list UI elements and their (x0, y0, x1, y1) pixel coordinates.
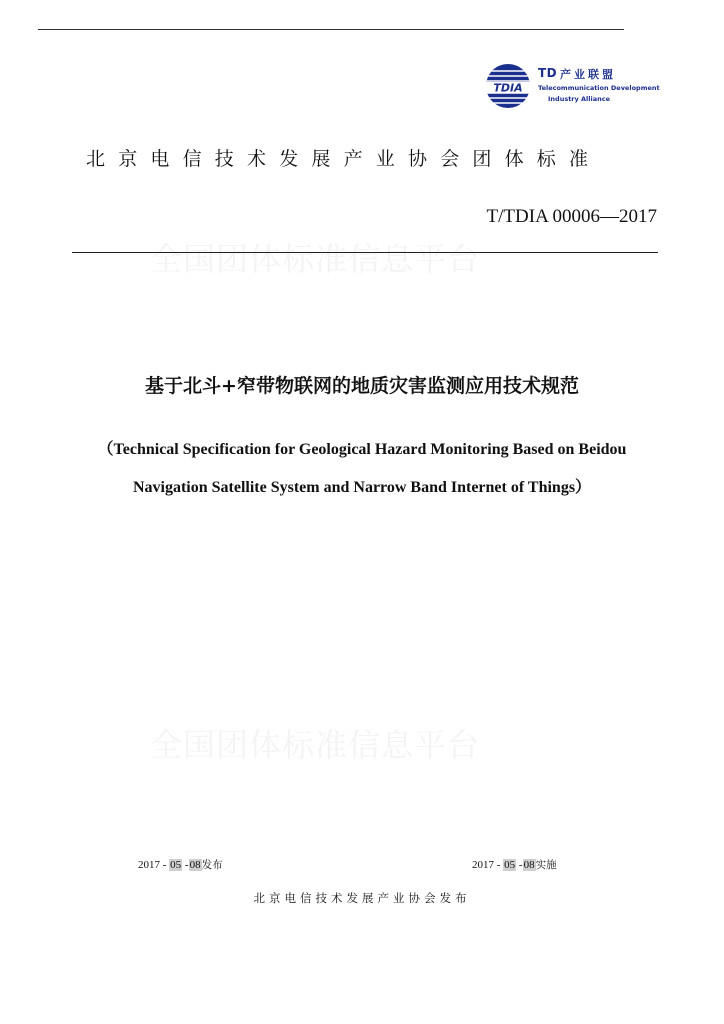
standard-number: T/TDIA 00006—2017 (486, 206, 657, 227)
document-title-en-line2: Navigation Satellite System and Narrow Band Internet of Things） (132, 479, 592, 496)
watermark-top (150, 234, 480, 280)
issue-date: 2017 - 05 -08发布 (138, 859, 223, 871)
issue-day: 08 (189, 859, 201, 871)
logo-name-cn: 产业联盟 (560, 68, 616, 81)
logo-emblem-text: TDIA (493, 81, 523, 95)
implement-year: 2017 (472, 859, 494, 871)
implement-date: 2017 - 05 -08实施 (472, 859, 557, 871)
document-title-en-line1: （Technical Specification for Geological Hazard Monitoring Based on Beidou (97, 441, 627, 458)
logo-name-en-line2: Industry Alliance (548, 95, 610, 103)
tdia-logo (482, 62, 660, 112)
implement-day: 08 (523, 859, 535, 871)
organization-header: 北京电信技术发展产业协会团体标准 (86, 148, 602, 170)
top-rule (38, 29, 624, 30)
implement-month: 05 (504, 859, 516, 871)
issue-suffix: 发布 (201, 859, 223, 871)
watermark-bottom (150, 720, 480, 766)
logo-name-en-line1: Telecommunication Development (538, 84, 660, 92)
document-title-cn: 基于北斗+窄带物联网的地质灾害监测应用技术规范 (145, 375, 579, 397)
tdia-globe-icon (482, 62, 534, 110)
issue-year: 2017 (138, 859, 160, 871)
implement-suffix: 实施 (535, 859, 557, 871)
issue-month: 05 (170, 859, 182, 871)
publisher-footer: 北京电信技术发展产业协会发布 (253, 891, 471, 905)
logo-abbr: TD (538, 66, 558, 80)
